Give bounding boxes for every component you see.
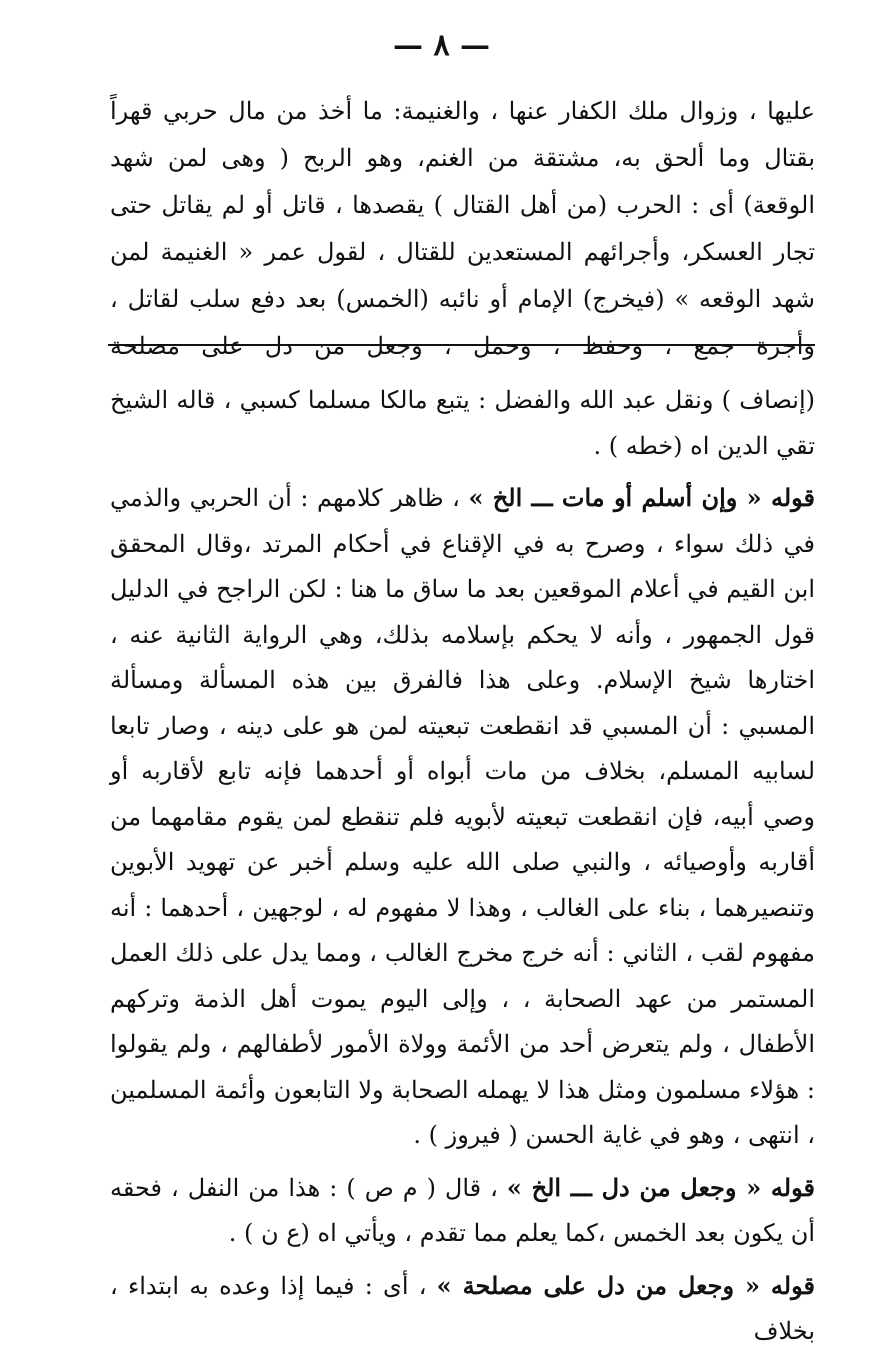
footnote-paragraph-3 — [110, 1165, 815, 1257]
footnote-text: ، أى : فيما إذا وعده به ابتداء ، بخلاف — [110, 1271, 815, 1345]
footnote-text: ، قال ( م ص ) : هذا من النفل ، فحقه أن يكون بعد الخمس ،كما يعلم مما تقدم ، ويأتي اه (ع ن ) . — [110, 1173, 815, 1247]
footnote-paragraph-1 — [110, 378, 815, 469]
footnote-paragraph-4 — [110, 1263, 815, 1355]
footnote-paragraph-2 — [110, 475, 815, 1159]
footnote-lead: قوله « وجعل من دل ـــ الخ » — [506, 1172, 815, 1202]
footnotes-block — [110, 378, 815, 1361]
main-paragraph: عليها ، وزوال ملك الكفار عنها ، والغنيمة: ما أخذ من مال حربي قهراً بقتال وما ألحق به، مشتقة من الغنم، وهو الربح ( وهى لمن شهد الوقعة) أى : الحرب (من أهل القتال ) يقصدها ، قاتل أو لم يقاتل حتى تجار العسكر، وأجرائهم المستعدين للقتال ، لقول عمر « الغنيمة لمن شهد الوقعه » (فيخرج) الإمام أو نائبه (الخمس) بعد دفع سلب لقاتل ، وأجرة جمع ، وحفظ ، وحمل ، وجعل من دل على مصلحة — [110, 97, 815, 360]
footnote-separator — [108, 344, 815, 346]
main-text-block — [110, 88, 815, 370]
footnote-lead: قوله « وجعل من دل على مصلحة » — [436, 1270, 815, 1300]
footnote-text: (إنصاف ) ونقل عبد الله والفضل : يتبع مالكا مسلما كسبي ، قاله الشيخ تقي الدين اه (خطه ) . — [110, 386, 815, 460]
footnote-text: ، ظاهر كلامهم : أن الحربي والذمي في ذلك سواء ، وصرح به في الإقناع في أحكام المرتد ،وقال المحقق ابن القيم في أعلام الموقعين بعد ما ساق ما هنا : لكن الراجح في الدليل قول الجمهور ، وأنه لا يحكم بإسلامه بذلك، وهي الرواية الثانية عنه ، اختارها شيخ الإسلام. وعلى هذا فالفرق بين هذه المسألة ومسألة المسبي : أن المسبي قد انقطعت تبعيته لمن هو على دينه ، وصار تابعا لسابيه المسلم، بخلاف من مات أبواه أو أحدهما فإنه تابع لأقاربه أو وصي أبيه، فإن انقطعت تبعيته لأبويه فلم تنقطع لمن يقوم مقامهما من أقاربه وأوصيائه ، والنبي صلى الله عليه وسلم أخبر عن تهويد الأبوين وتنصيرهما ، بناء على الغالب ، وهذا لا مفهوم له ، لوجهين ، أحدهما : أنه مفهوم لقب ، الثاني : أنه خرج مخرج الغالب ، ومما يدل على ذلك العمل المستمر من عهد الصحابة ، ، وإلى اليوم يموت أهل الذمة وتركهم الأطفال ، ولم يتعرض أحد من الأئمة وولاة الأمور لأطفالهم ، ولم يقولوا : هؤلاء مسلمون ومثل هذا لا يهمله الصحابة ولا التابعون وأئمة المسلمين ، انتهى ، وهو في غاية الحسن ( فيروز ) . — [110, 484, 815, 1149]
footnote-lead: قوله « وإن أسلم أو مات ـــ الخ » — [468, 483, 816, 512]
page-number: — ٨ — — [392, 28, 491, 63]
